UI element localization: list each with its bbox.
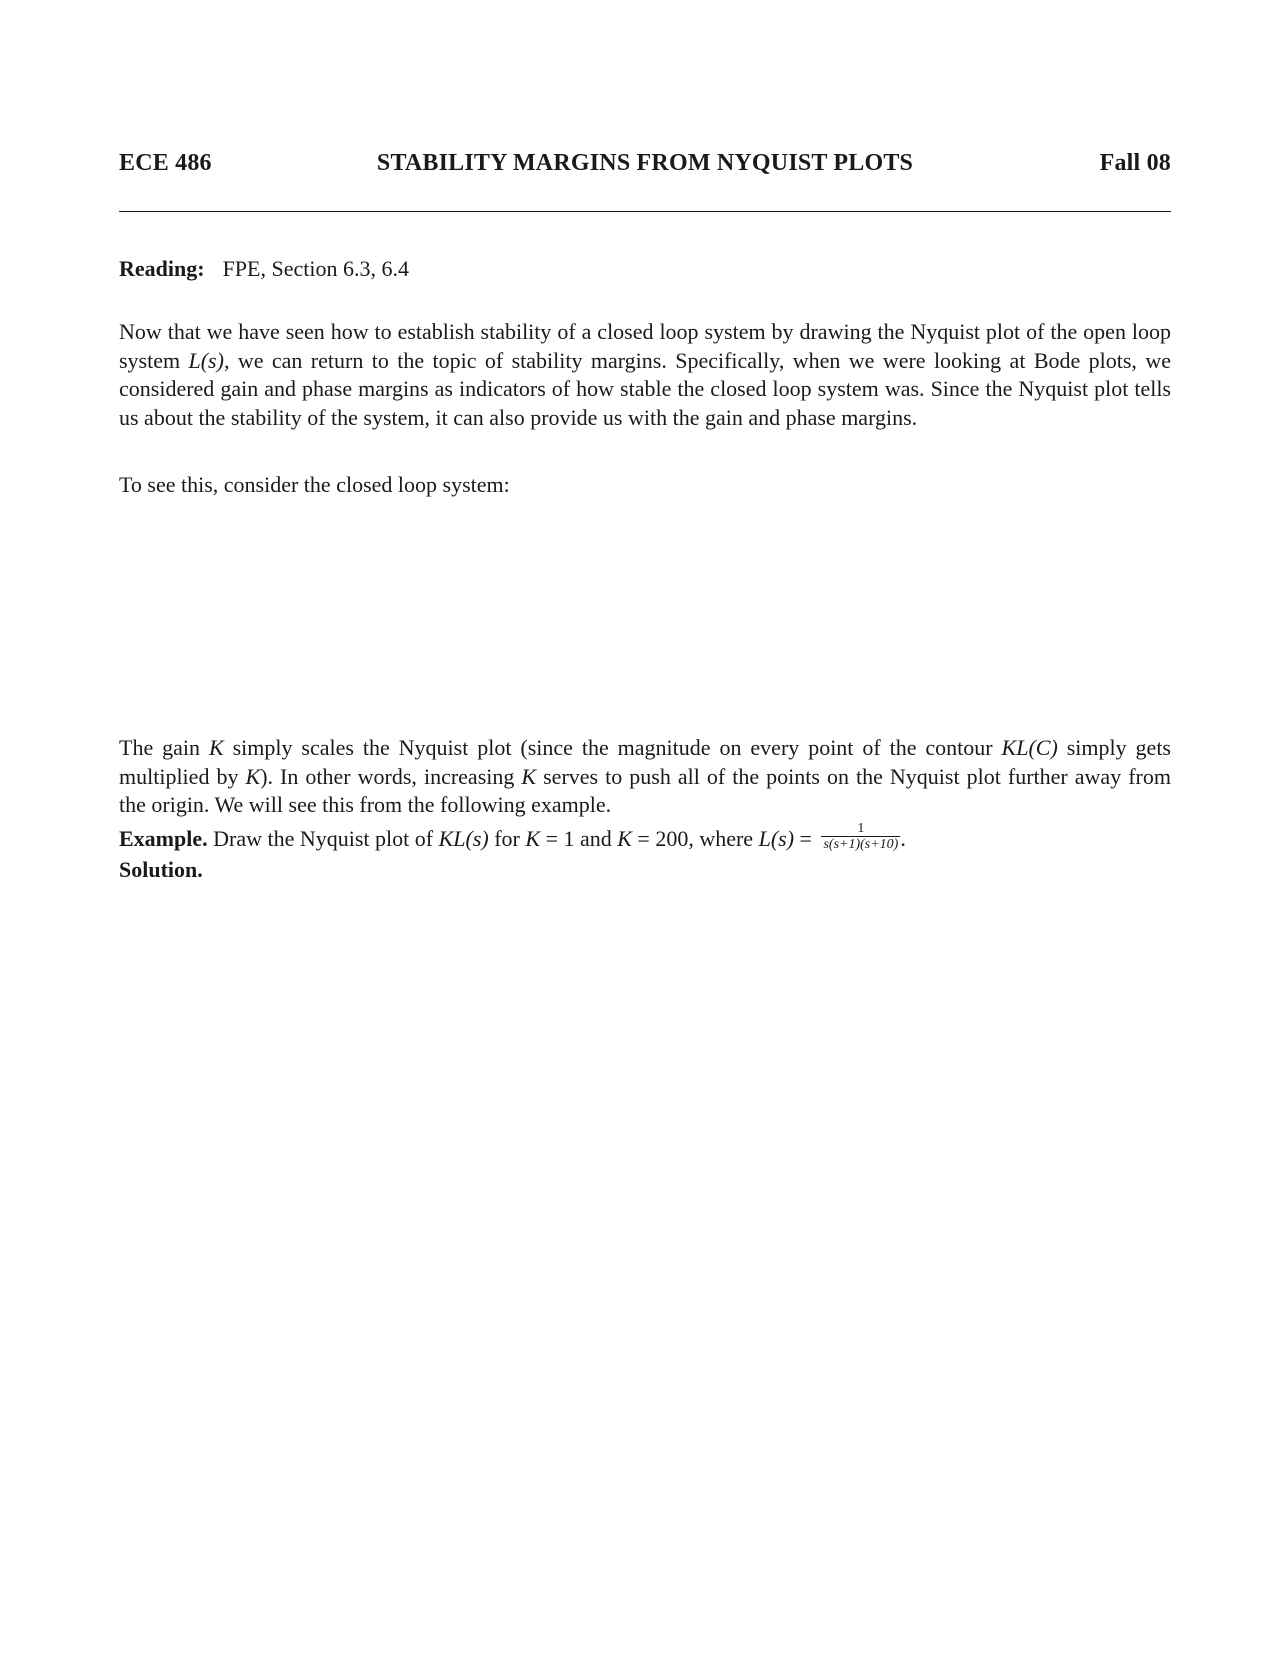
math-inline: L(s) xyxy=(188,347,224,373)
text-run: = 200, where xyxy=(631,826,759,851)
text-run: To see this, consider the closed loop system: xyxy=(119,472,510,497)
header-rule xyxy=(119,211,1171,212)
example-paragraph xyxy=(119,821,1171,885)
term-label: Fall 08 xyxy=(1099,150,1171,176)
text-run: simply scales the Nyquist plot (since the magnitude on every point of the contour xyxy=(223,735,1002,760)
reading-line xyxy=(119,256,409,282)
text-run: , we can return to the topic of stability margins. Specifically, when we were looking at Bode plots, we considered gain and phase margins as indicators of how stable the closed loop system was. Since the Nyquist plot tells us about the stability of the system, it can also provide us with the gain and phase margins. xyxy=(119,347,1171,430)
page-header xyxy=(119,150,1171,186)
text-run: . xyxy=(900,826,906,851)
example-label: Example. xyxy=(119,826,208,851)
math-inline: K xyxy=(521,763,537,789)
text-run: = 1 and xyxy=(540,826,618,851)
math-inline: K xyxy=(208,735,224,760)
text-run: The gain xyxy=(119,735,209,760)
reading-text: FPE, Section 6.3, 6.4 xyxy=(222,256,409,281)
text-run: Draw the Nyquist plot of xyxy=(207,826,439,851)
reading-label: Reading: xyxy=(119,256,205,281)
fraction-numerator: 1 xyxy=(821,821,900,837)
page-title: STABILITY MARGINS FROM NYQUIST PLOTS xyxy=(376,150,914,176)
math-inline: L(s) xyxy=(758,826,795,851)
text-run: simply gets multiplied by xyxy=(119,735,1171,789)
transfer-function-fraction xyxy=(821,821,900,852)
block-diagram-placeholder xyxy=(119,515,1171,720)
gain-paragraph xyxy=(119,734,1171,820)
course-code: ECE 486 xyxy=(119,150,212,176)
document-page xyxy=(119,0,1171,1656)
solution-label: Solution. xyxy=(119,857,203,883)
text-run: Now that we have seen how to establish stability of a closed loop system by drawing the Nyquist plot of the open loop system xyxy=(119,319,1171,373)
setup-paragraph xyxy=(119,471,1171,500)
text-run: serves to push all of the points on the Nyquist plot further away from the origin. We will see this from the following example. xyxy=(119,763,1171,817)
intro-paragraph xyxy=(119,318,1171,432)
fraction-denominator: s(s+1)(s+10) xyxy=(823,837,899,853)
math-inline: K xyxy=(245,763,261,789)
math-inline: KL(C) xyxy=(1001,735,1058,760)
text-run: = xyxy=(794,826,818,851)
math-inline: K xyxy=(617,826,632,851)
math-inline: KL(s) xyxy=(438,826,489,851)
text-run: for xyxy=(488,826,526,851)
text-run: ). In other words, increasing xyxy=(260,763,522,789)
math-inline: K xyxy=(525,826,541,851)
